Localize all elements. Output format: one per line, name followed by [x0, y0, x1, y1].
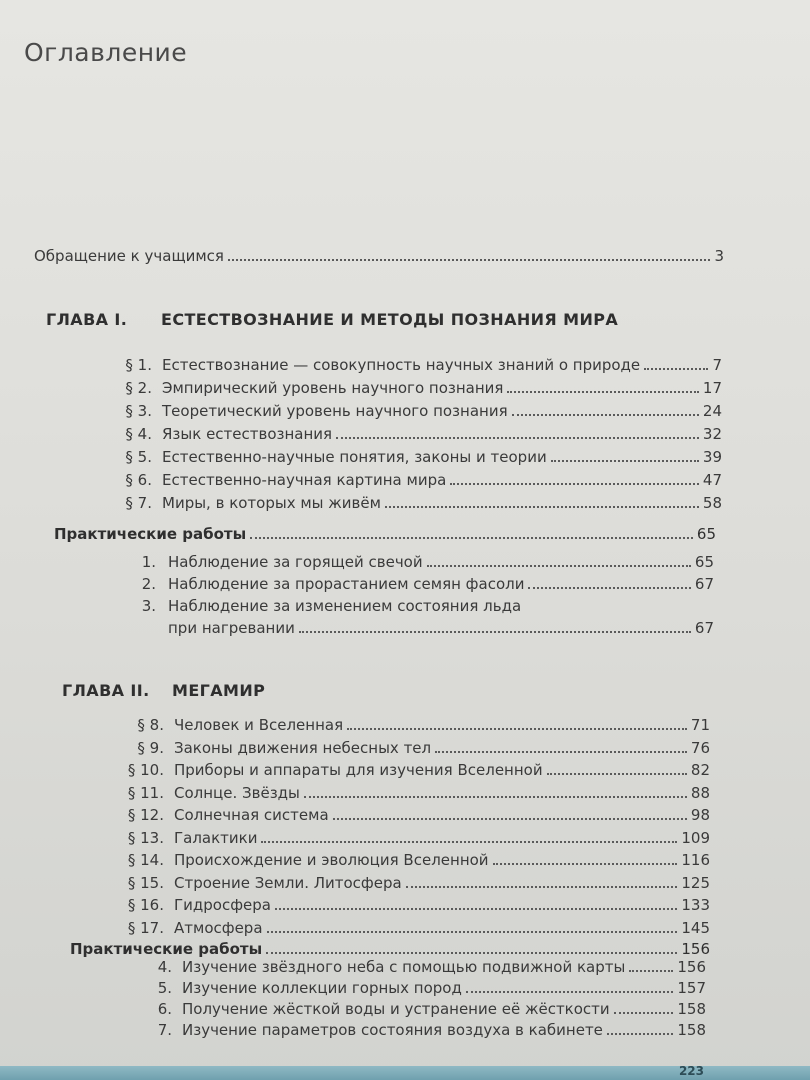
toc-entry[interactable]	[110, 829, 710, 847]
practical-item[interactable]	[110, 597, 521, 615]
toc-entry-intro[interactable]	[34, 247, 724, 265]
toc-entry-text: Теоретический уровень научного познания	[162, 402, 508, 420]
chapter-label: ГЛАВА I.	[46, 310, 128, 329]
leader-dots	[299, 631, 691, 633]
section-number: § 4.	[125, 425, 152, 443]
section-number: § 6.	[125, 471, 152, 489]
toc-entry-text: Язык естествознания	[162, 425, 333, 443]
practical-number: 2.	[141, 575, 156, 593]
practical-item[interactable]	[118, 1021, 706, 1039]
toc-page-number: 65	[696, 525, 716, 543]
toc-entry[interactable]	[108, 471, 722, 489]
toc-entry-text: Эмпирический уровень научного познания	[162, 379, 504, 397]
practical-item[interactable]	[118, 1000, 706, 1018]
toc-entry-text: Солнечная система	[174, 806, 329, 824]
practical-item[interactable]	[110, 575, 714, 593]
toc-page-number: 158	[677, 1000, 706, 1018]
toc-page-number: 7	[712, 356, 722, 374]
toc-page-number: 156	[677, 958, 706, 976]
leader-dots	[250, 537, 693, 539]
practical-works-1[interactable]	[54, 525, 716, 543]
leader-dots	[551, 460, 699, 462]
practical-text: Наблюдение за изменением состояния льда	[168, 597, 522, 615]
toc-page-number: 71	[690, 716, 710, 734]
toc-entry[interactable]	[110, 806, 710, 824]
practical-text: Наблюдение за горящей свечой	[168, 553, 423, 571]
chapter-2-heading	[62, 681, 265, 700]
toc-page-number: 133	[681, 896, 710, 914]
section-number: § 8.	[137, 716, 164, 734]
practical-text: Изучение звёздного неба с помощью подвижной карты	[182, 958, 626, 976]
section-number: § 14.	[127, 851, 164, 869]
practical-works-2[interactable]	[70, 940, 710, 958]
section-number: § 2.	[125, 379, 152, 397]
toc-entry-text: Человек и Вселенная	[174, 716, 344, 734]
leader-dots	[406, 886, 678, 888]
practical-text: Изучение параметров состояния воздуха в кабинете	[182, 1021, 603, 1039]
toc-entry[interactable]	[108, 402, 722, 420]
toc-entry-text: Обращение к учащимся	[34, 247, 224, 265]
toc-entry[interactable]	[110, 874, 710, 892]
toc-entry[interactable]	[108, 356, 722, 374]
leader-dots	[333, 818, 687, 820]
page-title: Оглавление	[24, 38, 188, 67]
section-number: § 7.	[125, 494, 152, 512]
practical-number: 7.	[157, 1021, 172, 1039]
leader-dots	[304, 796, 687, 798]
leader-dots	[493, 863, 678, 865]
toc-page-number: 24	[702, 402, 722, 420]
toc-page-number: 116	[681, 851, 710, 869]
toc-entry[interactable]	[108, 379, 722, 397]
leader-dots	[261, 841, 677, 843]
toc-entry-text: Солнце. Звёзды	[174, 783, 300, 802]
section-number: § 17.	[127, 918, 164, 937]
toc-entry[interactable]	[110, 851, 710, 869]
section-number: § 15.	[127, 873, 164, 892]
toc-entry-text: Происхождение и эволюция Вселенной	[174, 851, 489, 869]
practical-item-continuation[interactable]	[168, 619, 714, 637]
practical-label: Практические работы	[70, 940, 263, 958]
leader-dots	[267, 931, 678, 933]
leader-dots	[385, 506, 699, 508]
toc-page-number: 3	[714, 247, 724, 265]
toc-page-number: 156	[681, 940, 710, 958]
section-number: § 3.	[125, 402, 152, 420]
toc-entry[interactable]	[108, 448, 722, 466]
leader-dots	[466, 991, 674, 993]
leader-dots	[228, 259, 711, 261]
section-number: § 10.	[127, 761, 164, 779]
toc-page-number: 109	[681, 828, 710, 847]
toc-entry-text: Строение Земли. Литосфера	[174, 873, 402, 892]
practical-text: Получение жёсткой воды и устранение её жёсткости	[182, 1000, 610, 1018]
toc-entry-text: Галактики	[174, 828, 258, 847]
leader-dots	[507, 391, 698, 393]
toc-entry[interactable]	[108, 425, 722, 443]
leader-dots	[266, 952, 677, 954]
practical-item[interactable]	[118, 979, 706, 997]
toc-entry[interactable]	[108, 494, 722, 512]
practical-number: 5.	[157, 979, 172, 997]
toc-entry[interactable]	[110, 896, 710, 914]
leader-dots	[427, 565, 691, 567]
toc-entry-text: Законы движения небесных тел	[174, 738, 432, 757]
leader-dots	[614, 1012, 674, 1014]
toc-page-number: 58	[702, 494, 722, 512]
leader-dots	[512, 414, 699, 416]
toc-page-number: 145	[681, 918, 710, 937]
practical-label: Практические работы	[54, 525, 247, 543]
leader-dots	[347, 728, 687, 730]
toc-page-number: 67	[694, 575, 714, 593]
toc-entry[interactable]	[110, 716, 710, 734]
practical-number: 3.	[141, 597, 156, 615]
toc-page-number: 32	[702, 425, 722, 443]
toc-entry-text: Миры, в которых мы живём	[162, 494, 381, 512]
toc-page-number: 39	[702, 448, 722, 466]
toc-entry-text: Приборы и аппараты для изучения Вселенной	[174, 761, 543, 779]
toc-entry-text: Гидросфера	[174, 896, 271, 914]
toc-page-number: 17	[702, 379, 722, 397]
section-number: § 12.	[127, 806, 164, 824]
chapter-label: ГЛАВА II.	[62, 681, 150, 700]
toc-page-number: 65	[694, 553, 714, 571]
leader-dots	[528, 587, 690, 589]
toc-page-number: 157	[677, 979, 706, 997]
practical-text: Изучение коллекции горных пород	[182, 979, 462, 997]
leader-dots	[644, 368, 708, 370]
leader-dots	[629, 970, 673, 972]
toc-entry[interactable]	[110, 784, 710, 802]
toc-page-number: 88	[690, 783, 710, 802]
practical-number: 6.	[157, 1000, 172, 1018]
section-number: § 1.	[125, 356, 152, 374]
toc-page-number: 98	[690, 806, 710, 824]
toc-page-number: 47	[702, 471, 722, 489]
practical-number: 4.	[157, 958, 172, 976]
page-number: 223	[678, 1064, 704, 1078]
leader-dots	[435, 751, 687, 753]
toc-page-number: 125	[681, 873, 710, 892]
toc-entry-text: Естественно-научная картина мира	[162, 471, 447, 489]
toc-page-number: 82	[690, 761, 710, 779]
practical-number: 1.	[141, 553, 156, 571]
section-number: § 16.	[127, 896, 164, 914]
toc-entry-text: Естественно-научные понятия, законы и теории	[162, 448, 547, 466]
toc-page-number: 67	[694, 619, 714, 637]
section-number: § 5.	[125, 448, 152, 466]
chapter-title: ЕСТЕСТВОЗНАНИЕ И МЕТОДЫ ПОЗНАНИЯ МИРА	[161, 310, 619, 329]
practical-text: при нагревании	[168, 619, 295, 637]
chapter-title: МЕГАМИР	[172, 681, 266, 700]
leader-dots	[336, 437, 699, 439]
toc-entry-text: Естествознание — совокупность научных знаний о природе	[162, 356, 641, 374]
toc-entry[interactable]	[110, 761, 710, 779]
practical-text: Наблюдение за прорастанием семян фасоли	[168, 575, 525, 593]
toc-entry-text: Атмосфера	[174, 918, 263, 937]
section-number: § 13.	[127, 828, 164, 847]
practical-item[interactable]	[110, 553, 714, 571]
leader-dots	[450, 483, 699, 485]
leader-dots	[547, 773, 687, 775]
toc-page-number: 158	[677, 1021, 706, 1039]
chapter-1-heading	[46, 310, 618, 329]
toc-entry[interactable]	[110, 739, 710, 757]
toc-entry[interactable]	[110, 919, 710, 937]
leader-dots	[607, 1033, 673, 1035]
toc-page-number: 76	[690, 738, 710, 757]
section-number: § 11.	[127, 783, 164, 802]
practical-item[interactable]	[118, 958, 706, 976]
leader-dots	[275, 908, 677, 910]
section-number: § 9.	[137, 738, 164, 757]
